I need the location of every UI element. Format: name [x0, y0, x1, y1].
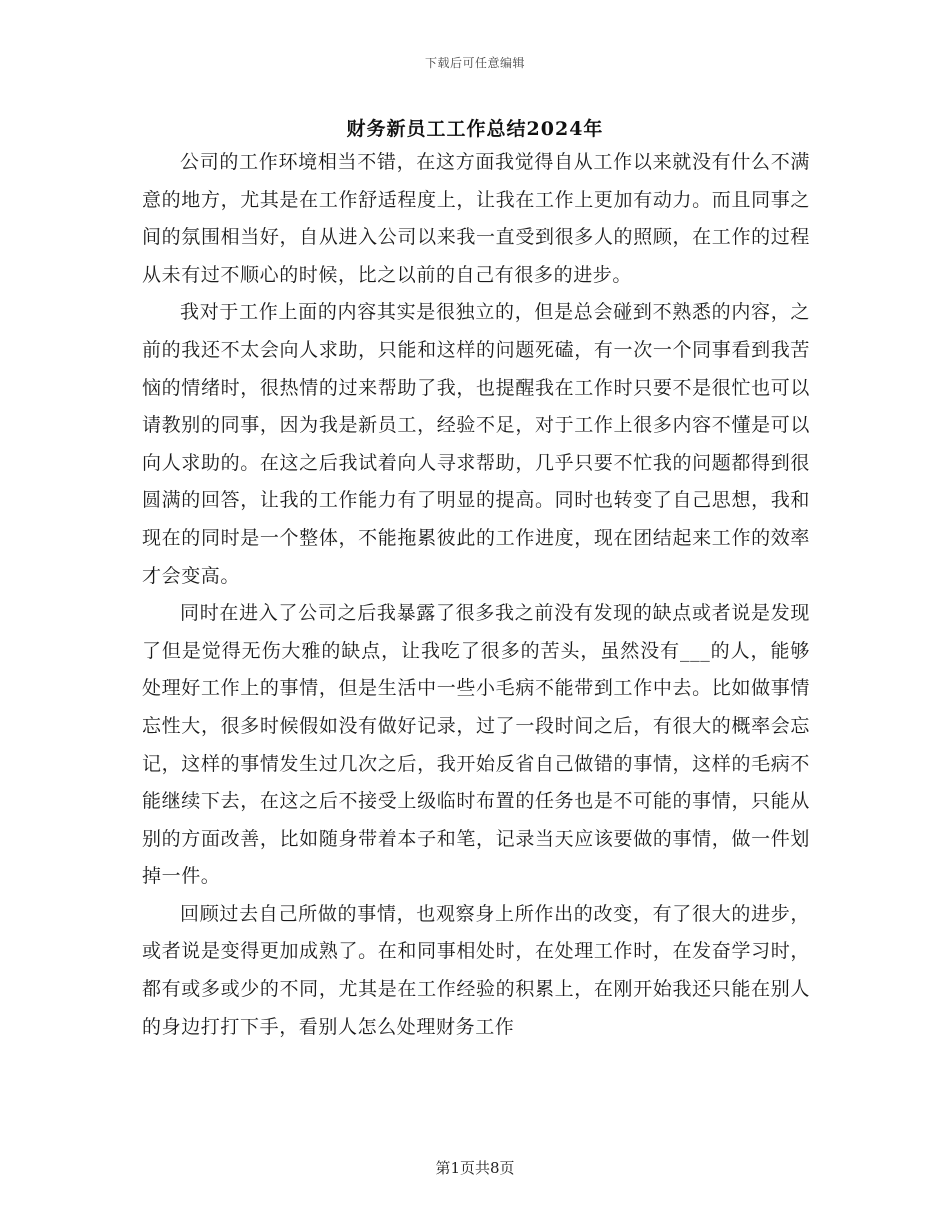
page-header-note: 下载后可任意编辑: [424, 56, 525, 70]
paragraph-1: 公司的工作环境相当不错，在这方面我觉得自从工作以来就没有什么不满意的地方，尤其是在工作舒适程度上，让我在工作上更加有动力。而且同事之间的氛围相当好，自从进入公司以来我一直受到很多人的照顾，在工作的过程从未有过不顺心的时候，比之以前的自己有很多的进步。: [142, 151, 810, 286]
paragraph-2: 我对于工作上面的内容其实是很独立的，但是总会碰到不熟悉的内容，之前的我还不太会向人求助，只能和这样的问题死磕，有一次一个同事看到我苦恼的情绪时，很热情的过来帮助了我，也提醒我在工作时只要不是很忙也可以请教别的同事，因为我是新员工，经验不足，对于工作上很多内容不懂是可以向人求助的。在这之后我试着向人寻求帮助，几乎只要不忙我的问题都得到很圆满的回答，让我的工作能力有了明显的提高。同时也转变了自己思想，我和现在的同时是一个整体，不能拖累彼此的工作进度，现在团结起来工作的效率才会变高。: [142, 301, 810, 587]
document-title: 财务新员工工作总结2024年: [346, 118, 604, 140]
page-number: 第1页共8页: [435, 1159, 515, 1177]
paragraph-3: 同时在进入了公司之后我暴露了很多我之前没有发现的缺点或者说是发现了但是觉得无伤大雅的缺点，让我吃了很多的苦头，虽然没有___的人，能够处理好工作上的事情，但是生活中一些小毛病不能带到工作中去。比如做事情忘性大，很多时候假如没有做好记录，过了一段时间之后，有很大的概率会忘记，这样的事情发生过几次之后，我开始反省自己做错的事情，这样的毛病不能继续下去，在这之后不接受上级临时布置的任务也是不可能的事情，只能从别的方面改善，比如随身带着本子和笔，记录当天应该要做的事情，做一件划掉一件。: [142, 602, 810, 888]
paragraph-4: 回顾过去自己所做的事情，也观察身上所作出的改变，有了很大的进步，或者说是变得更加成熟了。在和同事相处时，在处理工作时，在发奋学习时，都有或多或少的不同，尤其是在工作经验的积累上，在刚开始我还只能在别人的身边打打下手，看别人怎么处理财务工作: [142, 902, 810, 1038]
document-body: [142, 144, 810, 1046]
